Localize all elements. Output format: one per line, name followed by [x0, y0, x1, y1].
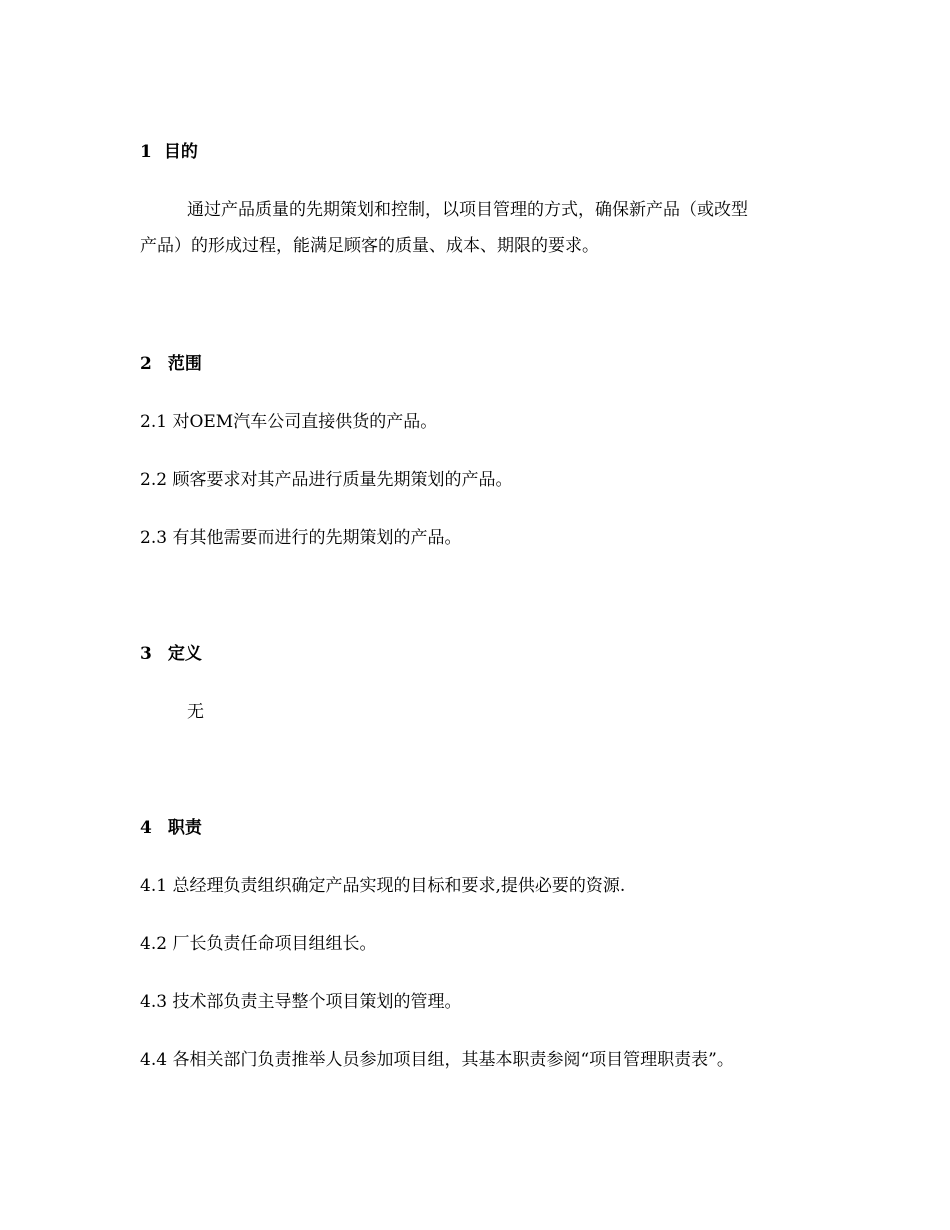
item-number: 2.2 — [140, 470, 168, 490]
section-title: 定义 — [167, 644, 202, 664]
section-1-heading — [140, 141, 198, 163]
item-number: 2.1 — [140, 412, 168, 432]
section-4-item — [140, 875, 625, 897]
section-title: 范围 — [167, 354, 202, 374]
section-title: 职责 — [167, 818, 202, 838]
item-number: 2.3 — [140, 528, 168, 548]
item-text: 技术部负责主导整个项目策划的管理。 — [172, 992, 462, 1012]
item-text: 各相关部门负责推举人员参加项目组，其基本职责参阅“项目管理职责表”。 — [172, 1050, 734, 1070]
item-number: 4.4 — [140, 1050, 168, 1070]
item-text: 厂长负责任命项目组组长。 — [172, 934, 377, 954]
section-2-item — [140, 411, 437, 433]
item-text: 有其他需要而进行的先期策划的产品。 — [172, 528, 462, 548]
section-4-heading — [140, 817, 202, 839]
item-number: 4.3 — [140, 992, 168, 1012]
section-2-heading — [140, 353, 202, 375]
section-4-item — [140, 991, 461, 1013]
section-1-paragraph-line-1: 通过产品质量的先期策划和控制，以项目管理的方式，确保新产品（或改型 — [187, 200, 748, 220]
section-2-item — [140, 469, 512, 491]
section-number: 3 — [140, 644, 152, 664]
section-1-paragraph-line-2: 产品）的形成过程，能满足顾客的质量、成本、期限的要求。 — [140, 236, 599, 256]
section-4-item — [140, 1049, 734, 1071]
item-text: 对OEM汽车公司直接供货的产品。 — [172, 412, 438, 432]
section-3-body: 无 — [187, 702, 204, 722]
section-number: 2 — [140, 354, 152, 374]
item-text: 顾客要求对其产品进行质量先期策划的产品。 — [172, 470, 513, 490]
section-4-item — [140, 933, 376, 955]
item-number: 4.1 — [140, 876, 168, 896]
section-2-item — [140, 527, 461, 549]
section-3-heading — [140, 643, 202, 665]
item-text: 总经理负责组织确定产品实现的目标和要求,提供必要的资源. — [172, 876, 626, 896]
section-number: 1 — [140, 142, 152, 162]
section-number: 4 — [140, 818, 152, 838]
section-title: 目的 — [163, 142, 198, 162]
item-number: 4.2 — [140, 934, 168, 954]
